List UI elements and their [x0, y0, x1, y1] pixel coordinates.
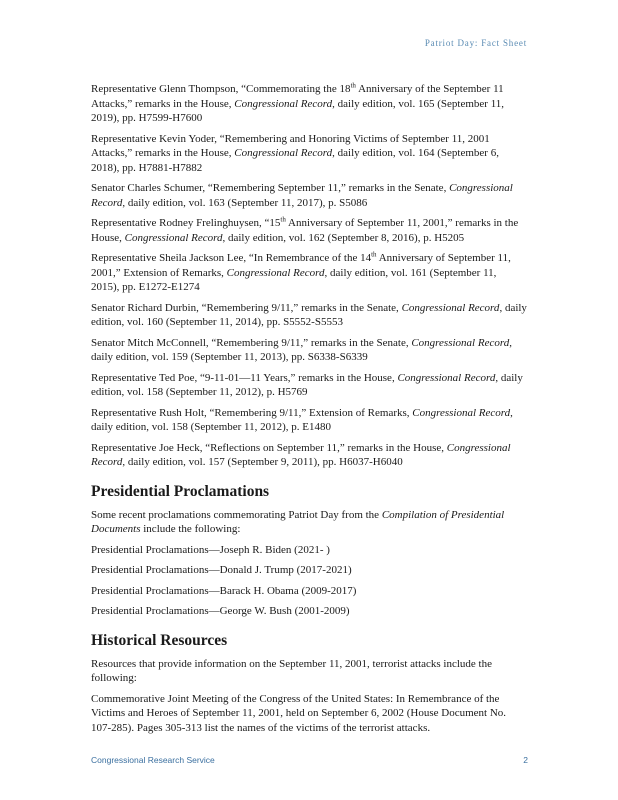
section-heading-proclamations: Presidential Proclamations: [91, 482, 270, 500]
footer-source: Congressional Research Service: [91, 755, 215, 765]
record-entry: Representative Rush Holt, “Remembering 9/11,” Extension of Remarks, Congressional Record, daily edition, vol. 158 (September 11, 2012), p. E1480: [91, 406, 513, 433]
proclamations-intro: Some recent proclamations commemorating Patriot Day from the Compilation of Presidential Documents include the following:: [91, 508, 505, 535]
record-entry: Senator Mitch McConnell, “Remembering 9/11,” remarks in the Senate, Congressional Record, daily edition, vol. 159 (September 11, 2013), pp. S6338-S6339: [91, 336, 512, 363]
historical-item: Commemorative Joint Meeting of the Congress of the United States: In Remembrance of the Victims and Heroes of September 11, 2001, held on September 6, 2002 (House Document No. 107-285). Pages 305-313 list the names of the victims of the terrorist attacks.: [91, 692, 507, 734]
record-entry: Representative Sheila Jackson Lee, “In Remembrance of the 14th Anniversary of September 11, 2001,” Extension of Remarks, Congressional Record, daily edition, vol. 161 (September 11, 2015), pp. E1272-E1274: [91, 250, 511, 293]
document-body: [91, 82, 527, 741]
record-entry: Senator Charles Schumer, “Remembering September 11,” remarks in the Senate, Congressional Record, daily edition, vol. 163 (September 11, 2017), p. S5086: [91, 182, 513, 209]
historical-intro: Resources that provide information on the September 11, 2001, terrorist attacks include the following:: [91, 657, 492, 684]
proclamation-item: Presidential Proclamations—Joseph R. Biden (2021- ): [91, 543, 330, 556]
proclamation-item: Presidential Proclamations—George W. Bush (2001-2009): [91, 605, 350, 617]
record-entry: Representative Ted Poe, “9-11-01—11 Years,” remarks in the House, Congressional Record, daily edition, vol. 158 (September 11, 2012), p. H5769: [91, 371, 523, 398]
footer-page-number: 2: [523, 755, 528, 765]
section-heading-historical: Historical Resources: [91, 631, 228, 649]
proclamation-item: Presidential Proclamations—Donald J. Trump (2017-2021): [91, 564, 352, 576]
proclamation-item: Presidential Proclamations—Barack H. Obama (2009-2017): [91, 584, 357, 597]
record-entry: Representative Joe Heck, “Reflections on September 11,” remarks in the House, Congressional Record, daily edition, vol. 157 (September 9, 2011), pp. H6037-H6040: [91, 441, 511, 468]
record-entry: Representative Kevin Yoder, “Remembering and Honoring Victims of September 11, 2001 Attacks,” remarks in the House, Congressional Record, daily edition, vol. 164 (September 6, 2018), pp. H7881-H7882: [91, 132, 499, 174]
record-entry: Representative Rodney Frelinghuysen, “15th Anniversary of September 11, 2001,” remarks in the House, Congressional Record, daily edition, vol. 162 (September 8, 2016), p. H5205: [91, 215, 519, 244]
running-header: Patriot Day: Fact Sheet: [424, 38, 527, 48]
record-entry: Representative Glenn Thompson, “Commemorating the 18th Anniversary of the September 11 Attacks,” remarks in the House, Congressional Record, daily edition, vol. 165 (September 11, 2019), pp. H7599-H7600: [91, 81, 505, 124]
record-entry: Senator Richard Durbin, “Remembering 9/11,” remarks in the Senate, Congressional Record, daily edition, vol. 160 (September 11, 2014), pp. S5552-S5553: [91, 301, 527, 328]
